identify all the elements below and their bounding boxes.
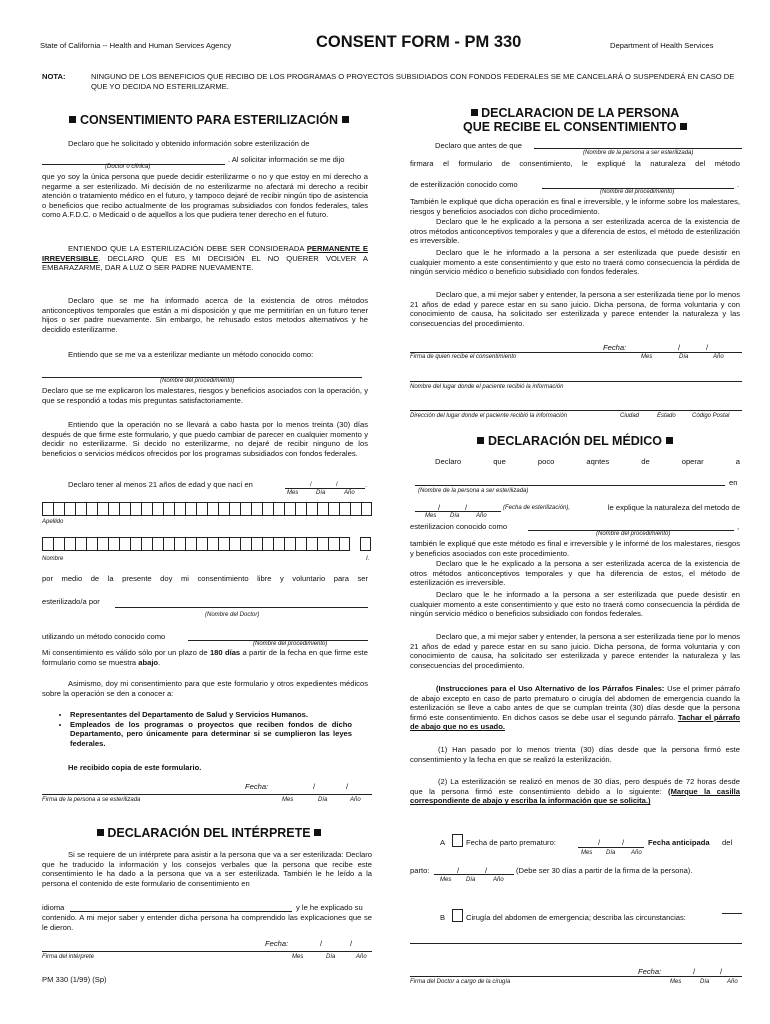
nota-label: NOTA:: [42, 72, 66, 81]
left-p1c: que yo soy la única persona que puede decidir esterilizarme o no y que estoy en mi derecho a negarme a ser esterilizado. Mi decisión de no esterilizarme no afectará mi derecho a recibir atención o tratamiento médico en el futuro, y tampoco dejaré de recibir ningún tipo de asistencia o beneficios que recibo actualmente de los programas subsidiados con fondos federales, tales como A.F.D.C. o Medicaid o de aquellos a los que pudiera tener derecho en el futuro.: [42, 172, 368, 220]
initial-label: I.: [366, 556, 370, 562]
right-p4: Declaro que le he informado a la persona a ser esterilizada que puede desistir en cualquier momento a este consentimiento y que esto no traerá como consecuencia la pérdida de ningún servicio médico o beneficio subsidiado con fondos federales.: [410, 248, 740, 277]
first-name-boxes[interactable]: [42, 537, 350, 551]
letter-box[interactable]: [295, 502, 306, 516]
letter-box[interactable]: [196, 537, 207, 551]
ster-year-label: Año: [476, 513, 487, 519]
interpreter-signature-label: Firma del intérprete: [42, 954, 95, 960]
interp-p1: Si se requiere de un intérprete para asistir a la persona que va a ser esterilizada: Declaro que he traducido la información y los consejos verbales que la persona que recibe este consentimiento le ha dado a la persona que va a ser esterilizada. También le he leído a la persona el contenido de este formulario de consentimiento en: [42, 850, 372, 888]
last-name-label: Apellido: [42, 519, 64, 525]
anticipated-day-label: Día: [466, 877, 476, 883]
letter-box[interactable]: [218, 537, 229, 551]
person-signature-label: Firma de la persona a se esterilizada: [42, 797, 141, 803]
doctor-name-label: (Nombre del Doctor): [205, 612, 260, 618]
letter-box[interactable]: [141, 502, 152, 516]
letter-box[interactable]: [339, 537, 350, 551]
interp-idioma: idioma: [42, 903, 65, 912]
premature-day-label: Día: [606, 850, 616, 856]
recipient-year-label: Año: [713, 354, 724, 360]
letter-box[interactable]: [163, 537, 174, 551]
interp-p3: contenido. A mi mejor saber y entender dicha persona ha comprendido las explicaciones que se le dieron.: [42, 913, 372, 932]
sig-year-label: Año: [350, 797, 361, 803]
letter-box[interactable]: [119, 537, 130, 551]
parto-label: parto:: [410, 866, 430, 875]
right-procedure-label: (Nombre del procedimiento): [600, 189, 675, 195]
emergency-surgery-checkbox[interactable]: [452, 909, 463, 922]
doctor-p3: Declaro que le he explicado a la persona a ser esterilizada acerca de la existencia de otros métodos anticonceptivos temporales y que ha diferencia de estos, el método de esterilización es irreversible.: [410, 559, 740, 588]
right-p1c: de esterilización conocido como: [410, 180, 518, 189]
letter-box[interactable]: [328, 502, 339, 516]
letter-box[interactable]: [108, 537, 119, 551]
letter-box[interactable]: [273, 502, 284, 516]
alternative-1: (1) Han pasado por lo menos trienta (30) días desde que la persona firmó este consentimiento y la fecha en que se realizó la esterilización.: [410, 745, 740, 764]
person-signature-line[interactable]: [42, 794, 372, 795]
method-label: (Nombre del procedimiento): [253, 641, 328, 647]
option-a-text: Fecha de parto prematuro:: [466, 838, 556, 847]
circumstances-line[interactable]: [410, 943, 742, 944]
square-bullet-icon: [69, 116, 76, 123]
doctor-p4: Declaro que le he informado a la persona a ser esterilizada que puede desistir en cualquier momento a este consentimiento y que esto no traerá como consecuencia la pérdida de ningún servicio médico o beneficios subsidiado con fondos federales.: [410, 590, 740, 619]
letter-box[interactable]: [130, 502, 141, 516]
disclosure-item-1: • Representantes del Departamento de Salud y Servicios Humanos.: [70, 710, 352, 720]
letter-box[interactable]: [141, 537, 152, 551]
nota-text: NINGUNO DE LOS BENEFICIOS QUE RECIBO DE LOS PROGRAMAS O PROYECTOS SUBSIDIADOS CON FONDOS FEDERALES SE ME CANCELARÁ O SUSPENDERÁ EN CASO DE QUE YO DECIDA NO ESTERILIZARME.: [91, 72, 735, 91]
sig-day-label: Día: [318, 797, 328, 803]
sterilization-date-label: (Fecha de esterilización),: [503, 505, 571, 511]
city-label: Ciudad: [620, 413, 640, 419]
letter-box[interactable]: [240, 502, 251, 516]
interp-day-label: Día: [326, 954, 336, 960]
ster-day-label: Día: [450, 513, 460, 519]
form-id: PM 330 (1/99) (Sp): [42, 975, 107, 984]
premature-birth-date-line[interactable]: [578, 847, 644, 848]
left-p5: Declaro que se me explicaron los malestares, riesgos y beneficios asociados con la operación, y que se respondió a todas mis preguntas satisfactoriamente.: [42, 386, 368, 405]
option-a-del: del: [722, 838, 733, 847]
doctor-clinic-label: (Doctor o clínica): [105, 164, 151, 170]
letter-box[interactable]: [328, 537, 339, 551]
anticipated-month-label: Mes: [440, 877, 452, 883]
doctor-en: en: [729, 478, 738, 487]
letter-box[interactable]: [207, 502, 218, 516]
initial-box[interactable]: [360, 537, 371, 551]
doctor-title: DECLARACIÓN DEL MÉDICO: [410, 434, 740, 448]
disclosure-item-2: • Empleados de los programas o proyectos que reciben fondos de dicho Departamento, pero únicamente para determinar si se cumplieron las leyes federales.: [70, 720, 352, 749]
right-p1b: firmara el formulario de consentimiento, le expliqué la naturaleza del método: [410, 159, 740, 168]
option-b-text: Cirugía del abdomen de emergencia; describa las circunstancias:: [466, 913, 686, 922]
option-a-anticipated: Fecha anticipada: [648, 838, 710, 847]
letter-box[interactable]: [251, 502, 262, 516]
doctor-name-line[interactable]: [115, 607, 368, 608]
letter-box[interactable]: [306, 537, 317, 551]
address-label: Dirección del lugar donde el paciente recibió la información: [410, 413, 568, 419]
letter-box[interactable]: [196, 502, 207, 516]
left-p6: Entiendo que la operación no se llevará a cabo hasta por lo menos treinta (30) días después de que firme este formulario, y que puedo cambiar de parecer en cualquier momento y decidir no esterilizarme. Si decido no esterilizarme, no dejaré de recibir ninguno de los beneficios o servicios médicos ofrecidos por los programas subsidiados con fondos federales.: [42, 420, 368, 458]
doctor-fecha: Fecha:: [638, 967, 662, 976]
sig-month-label: Mes: [282, 797, 294, 803]
letter-box[interactable]: [42, 537, 53, 551]
left-p2: ENTIENDO QUE LA ESTERILIZACIÓN DEBE SER CONSIDERADA PERMANENTE E IRREVERSIBLE. DECLARO QUE ES MI DECISIÓN EL NO QUERER VOLVER A EMBARAZARME, DAR A LUZ O SER PADRE NUEVAMENTE.: [42, 244, 368, 273]
letter-box[interactable]: [350, 502, 361, 516]
letter-box[interactable]: [284, 537, 295, 551]
letter-box[interactable]: [86, 502, 97, 516]
premature-birth-checkbox[interactable]: [452, 834, 463, 847]
recipient-title: DECLARACION DE LA PERSONA QUE RECIBE EL CONSENTIMIENTO: [410, 106, 740, 134]
doctor-instructions: (Instrucciones para el Uso Alternativo de los Párrafos Finales: Use el primer párrafo de abajo excepto en caso de parto prematuro o cirugía del abdomen de emergencia cuando la esterilización se lleve a cabo antes de que se cumplan treinta (30) días desde que la persona firmó este consentimiento. En dichos casos se debe usar el segundo párrafo. Tachar el párrafo de abajo que no es usado.: [410, 684, 740, 732]
letter-box[interactable]: [152, 537, 163, 551]
letter-box[interactable]: [185, 537, 196, 551]
letter-box[interactable]: [317, 537, 328, 551]
doctor-opening: Declaro que poco aqntes de operar a: [435, 457, 740, 466]
right-p1: Declaro que antes de que: [435, 141, 522, 150]
letter-box[interactable]: [64, 502, 75, 516]
facility-line[interactable]: [410, 381, 742, 382]
state-label: Estado: [657, 413, 676, 419]
left-p8: por medio de la presente doy mi consentimiento libre y voluntario para ser: [42, 574, 368, 583]
interpreter-signature-line[interactable]: [42, 951, 372, 952]
address-line[interactable]: [410, 410, 742, 411]
doctor-year-label: Año: [727, 979, 738, 985]
square-bullet-icon: [97, 829, 104, 836]
letter-box[interactable]: [53, 537, 64, 551]
recipient-signature-line[interactable]: [410, 352, 742, 353]
right-p3: Declaro que le he explicado a la persona a ser esterilizada acerca de la existencia de otros métodos anticonceptivos temporales y que a diferencia de estos, el método de esterilización es irreversible.: [410, 217, 740, 246]
left-p8b: esterilizado/a por: [42, 597, 100, 606]
left-p1b: . Al solicitar información se me dijo: [228, 155, 345, 164]
letter-box[interactable]: [75, 537, 86, 551]
recipient-day-label: Día: [679, 354, 689, 360]
ster-month-label: Mes: [425, 513, 437, 519]
letter-box[interactable]: [295, 537, 306, 551]
doctor-patient-name-line[interactable]: [415, 485, 725, 486]
square-bullet-icon: [471, 109, 478, 116]
doctor-p1b: le explique la naturaleza del metodo de: [607, 503, 740, 512]
letter-box[interactable]: [174, 537, 185, 551]
procedure-label: (Nombre del procedimiento): [160, 378, 235, 384]
square-bullet-icon: [477, 437, 484, 444]
interp-fecha: Fecha:: [265, 939, 289, 948]
letter-box[interactable]: [361, 502, 372, 516]
letter-box[interactable]: [97, 502, 108, 516]
square-bullet-icon: [666, 437, 673, 444]
birth-month-label: Mes: [287, 490, 299, 496]
letter-box[interactable]: [229, 502, 240, 516]
letter-box[interactable]: [75, 502, 86, 516]
doctor-p1c: esterilizacion conocido como: [410, 522, 508, 531]
left-p7: Declaro tener al menos 21 años de edad y que nací en: [68, 480, 253, 489]
recipient-name-line[interactable]: [534, 148, 742, 149]
right-p2: También le expliqué que dicha operación es final e irreversible, y le informe sobre los malestares, riesgos y beneficios asociados con dicho procedimiento.: [410, 197, 740, 216]
left-p1a: Declaro que he solicitado y obtenido información sobre esterilización de: [68, 139, 310, 148]
sterilization-consent-title: CONSENTIMIENTO PARA ESTERILIZACIÓN: [44, 113, 374, 127]
letter-box[interactable]: [185, 502, 196, 516]
form-title: CONSENT FORM - PM 330: [316, 33, 522, 51]
letter-box[interactable]: [360, 537, 371, 551]
doctor-signature-label: Firma del Doctor a cargo de la cirugía: [410, 979, 511, 985]
sterilization-date-line[interactable]: [415, 511, 501, 512]
premature-year-label: Año: [631, 850, 642, 856]
recipient-month-label: Mes: [641, 354, 653, 360]
recipient-name-label: (Nombre de la persona a ser esterilizada): [583, 150, 694, 156]
language-line[interactable]: [70, 911, 292, 912]
letter-box[interactable]: [130, 537, 141, 551]
disclosure-list: [42, 710, 352, 748]
letter-box[interactable]: [262, 537, 273, 551]
birth-year-label: Año: [344, 490, 355, 496]
doctor-patient-name-label: (Nombre de la persona a ser esterilizada): [418, 488, 529, 494]
interp-p2: y le he explicado su: [296, 903, 363, 912]
alternative-2: (2) La esterilización se realizó en menos de 30 días, pero después de 72 horas desde que la persona firmó este consentimiento debido a lo siguiente: (Marque la casilla correspondiente de abajo y escriba la información que se solicita.): [410, 777, 740, 806]
right-p5: Declaro que, a mi mejor saber y entender, la persona a ser esterilizada tiene por lo menos 21 años de edad y parece estar en su sano juicio. Dicha persona, de forma voluntaria y con conocimiento de causa, ha solicitado ser esterilizada y parece entender la naturaleza y las consecuencias del procedimiento.: [410, 290, 740, 328]
letter-box[interactable]: [262, 502, 273, 516]
option-b-letter: B: [440, 913, 446, 922]
first-name-label: Nombre: [42, 556, 64, 562]
letter-box[interactable]: [317, 502, 328, 516]
doctor-month-label: Mes: [670, 979, 682, 985]
letter-box[interactable]: [108, 502, 119, 516]
anticipated-date-line[interactable]: [434, 874, 514, 875]
letter-box[interactable]: [119, 502, 130, 516]
letter-box[interactable]: [306, 502, 317, 516]
right-fecha: Fecha:: [603, 343, 627, 352]
letter-box[interactable]: [152, 502, 163, 516]
circumstances-line-inline[interactable]: [722, 913, 742, 914]
letter-box[interactable]: [174, 502, 185, 516]
birthdate-line[interactable]: [285, 488, 365, 489]
anticipated-year-label: Año: [493, 877, 504, 883]
parto-text: (Debe ser 30 días a partir de la firma de la persona).: [516, 866, 693, 875]
option-a-letter: A: [440, 838, 446, 847]
left-p11: Asimismo, doy mi consentimiento para que este formulario y otros expedientes médicos sobre la operación se den a conocer a:: [42, 679, 368, 698]
doctor-p2: también le expliqué que este método es final e irreversible y le informé de los malestares, riesgos y beneficios asociados con este procedimiento.: [410, 539, 740, 558]
letter-box[interactable]: [251, 537, 262, 551]
recipient-signature-label: Firma de quien recibe el consentimiento: [410, 354, 517, 360]
doctor-procedure-label: (Nombre del procedimiento): [596, 531, 671, 537]
letter-box[interactable]: [240, 537, 251, 551]
facility-label: Nombre del lugar donde el paciente recibió la información: [410, 384, 564, 390]
left-p4: Entiendo que se me va a esterilizar mediante un método conocido como:: [68, 350, 314, 359]
letter-box[interactable]: [86, 537, 97, 551]
letter-box[interactable]: [218, 502, 229, 516]
interp-year-label: Año: [356, 954, 367, 960]
department-name: Department of Health Services: [610, 41, 714, 50]
left-p3: Declaro que se me ha informado acerca de la existencia de otros métodos anticonceptivos temporales que están a mi disposición y que me permitirían en un futuro tener hijos o ser padre nuevamente. Sin embargo, he rehusado estos metodos alternativos y he decidido esterilizarme.: [42, 296, 368, 334]
letter-box[interactable]: [42, 502, 53, 516]
zip-label: Código Postal: [692, 413, 730, 419]
letter-box[interactable]: [207, 537, 218, 551]
letter-box[interactable]: [229, 537, 240, 551]
letter-box[interactable]: [53, 502, 64, 516]
letter-box[interactable]: [64, 537, 75, 551]
doctor-p5: Declaro que, a mi mejor saber y entender, la persona a ser esterilizada tiene por lo menos 21 años de edad y parece estar en su sano juicio. Dicha persona, de forma voluntaria y con conocimiento de causa, ha solicitado ser esterilizada y parece entender la naturaleza y las consecuencias del procedimiento.: [410, 632, 740, 670]
letter-box[interactable]: [273, 537, 284, 551]
doctor-day-label: Día: [700, 979, 710, 985]
interp-month-label: Mes: [292, 954, 304, 960]
last-name-boxes[interactable]: [42, 502, 372, 516]
square-bullet-icon: [342, 116, 349, 123]
interpreter-title: DECLARACIÓN DEL INTÉRPRETE: [44, 826, 374, 840]
letter-box[interactable]: [284, 502, 295, 516]
doctor-signature-line[interactable]: [410, 976, 742, 977]
left-p9: utilizando un método conocido como: [42, 632, 166, 641]
square-bullet-icon: [680, 123, 687, 130]
agency-name: State of California -- Health and Human Services Agency: [40, 41, 232, 50]
left-p10: Mi consentimiento es válido sólo por un plazo de 180 días a partir de la fecha en que firme este formulario como se muestra abajo.: [42, 648, 368, 667]
letter-box[interactable]: [163, 502, 174, 516]
copy-received: He recibido copia de este formulario.: [68, 763, 202, 772]
birth-day-label: Día: [316, 490, 326, 496]
letter-box[interactable]: [97, 537, 108, 551]
square-bullet-icon: [314, 829, 321, 836]
letter-box[interactable]: [339, 502, 350, 516]
left-fecha: Fecha:: [245, 782, 269, 791]
premature-month-label: Mes: [581, 850, 593, 856]
